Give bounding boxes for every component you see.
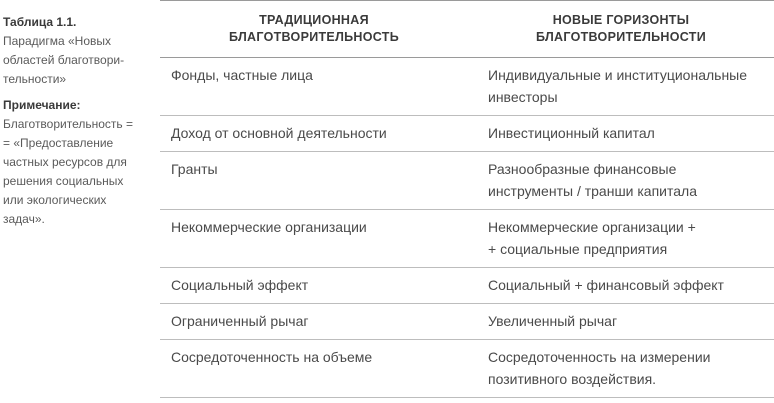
cell-new: [468, 268, 774, 304]
cell-line: инструменты / транши капитала: [488, 183, 697, 199]
cell-line: Некоммерческие организации: [171, 219, 367, 235]
note-line: частных ресурсов для: [3, 155, 127, 169]
note-line: или экологических: [3, 193, 107, 207]
cell-traditional: [160, 58, 468, 116]
cell-new: [468, 340, 774, 398]
table-row: [160, 340, 774, 398]
cell-line: Фонды, частные лица: [171, 67, 313, 83]
cell-line: Доход от основной деятельности: [171, 125, 387, 141]
cell-traditional: [160, 268, 468, 304]
cell-line: позитивного воздействия.: [488, 371, 657, 387]
header-line: БЛАГОТВОРИТЕЛЬНОСТИ: [535, 30, 707, 44]
table-row: [160, 210, 774, 268]
cell-line: Сосредоточенность на объеме: [171, 349, 373, 365]
cell-line: Некоммерческие организации +: [488, 219, 696, 235]
note-line: задач».: [3, 212, 45, 226]
table-row: [160, 58, 774, 116]
table-caption-text: [3, 32, 151, 89]
header-new-horizons: [468, 1, 774, 58]
table-row: [160, 152, 774, 210]
note-title: Примечание:: [3, 98, 81, 112]
header-line: ТРАДИЦИОННАЯ: [259, 13, 369, 27]
table-caption-title: Таблица 1.1.: [3, 15, 77, 29]
cell-line: Инвестиционный капитал: [488, 125, 655, 141]
caption-line: Парадигма «Новых: [3, 34, 111, 48]
header-line: НОВЫЕ ГОРИЗОНТЫ: [552, 13, 690, 27]
cell-new: [468, 58, 774, 116]
cell-new: [468, 152, 774, 210]
cell-traditional: [160, 210, 468, 268]
note-line: = «Предоставление: [3, 136, 114, 150]
note-text: [3, 115, 151, 229]
note-line: Благотворительность =: [3, 117, 134, 131]
cell-new: [468, 210, 774, 268]
cell-new: [468, 116, 774, 152]
cell-line: Ограниченный рычаг: [171, 313, 309, 329]
cell-line: Разнообразные финансовые: [488, 161, 677, 177]
cell-traditional: [160, 340, 468, 398]
table-row: [160, 268, 774, 304]
header-traditional: [160, 1, 468, 58]
cell-line: Сосредоточенность на измерении: [488, 349, 711, 365]
table-header-row: [160, 1, 774, 58]
cell-traditional: [160, 116, 468, 152]
cell-line: инвесторы: [488, 89, 558, 105]
cell-line: Социальный эффект: [171, 277, 309, 293]
cell-line: Индивидуальные и институциональные: [488, 67, 748, 83]
cell-traditional: [160, 304, 468, 340]
cell-line: Социальный + финансовый эффект: [488, 277, 724, 293]
cell-new: [468, 304, 774, 340]
table-row: [160, 116, 774, 152]
header-line: БЛАГОТВОРИТЕЛЬНОСТЬ: [228, 30, 400, 44]
comparison-table: [160, 0, 774, 398]
caption-line: тельности»: [3, 72, 67, 86]
caption-line: областей благотвори-: [3, 53, 125, 67]
note-line: решения социальных: [3, 174, 124, 188]
table-row: [160, 304, 774, 340]
cell-line: Гранты: [171, 161, 218, 177]
comparison-table-wrapper: [160, 0, 774, 398]
cell-line: + социальные предприятия: [488, 241, 668, 257]
cell-traditional: [160, 152, 468, 210]
cell-line: Увеличенный рычаг: [488, 313, 618, 329]
sidebar-notes: [3, 13, 151, 229]
